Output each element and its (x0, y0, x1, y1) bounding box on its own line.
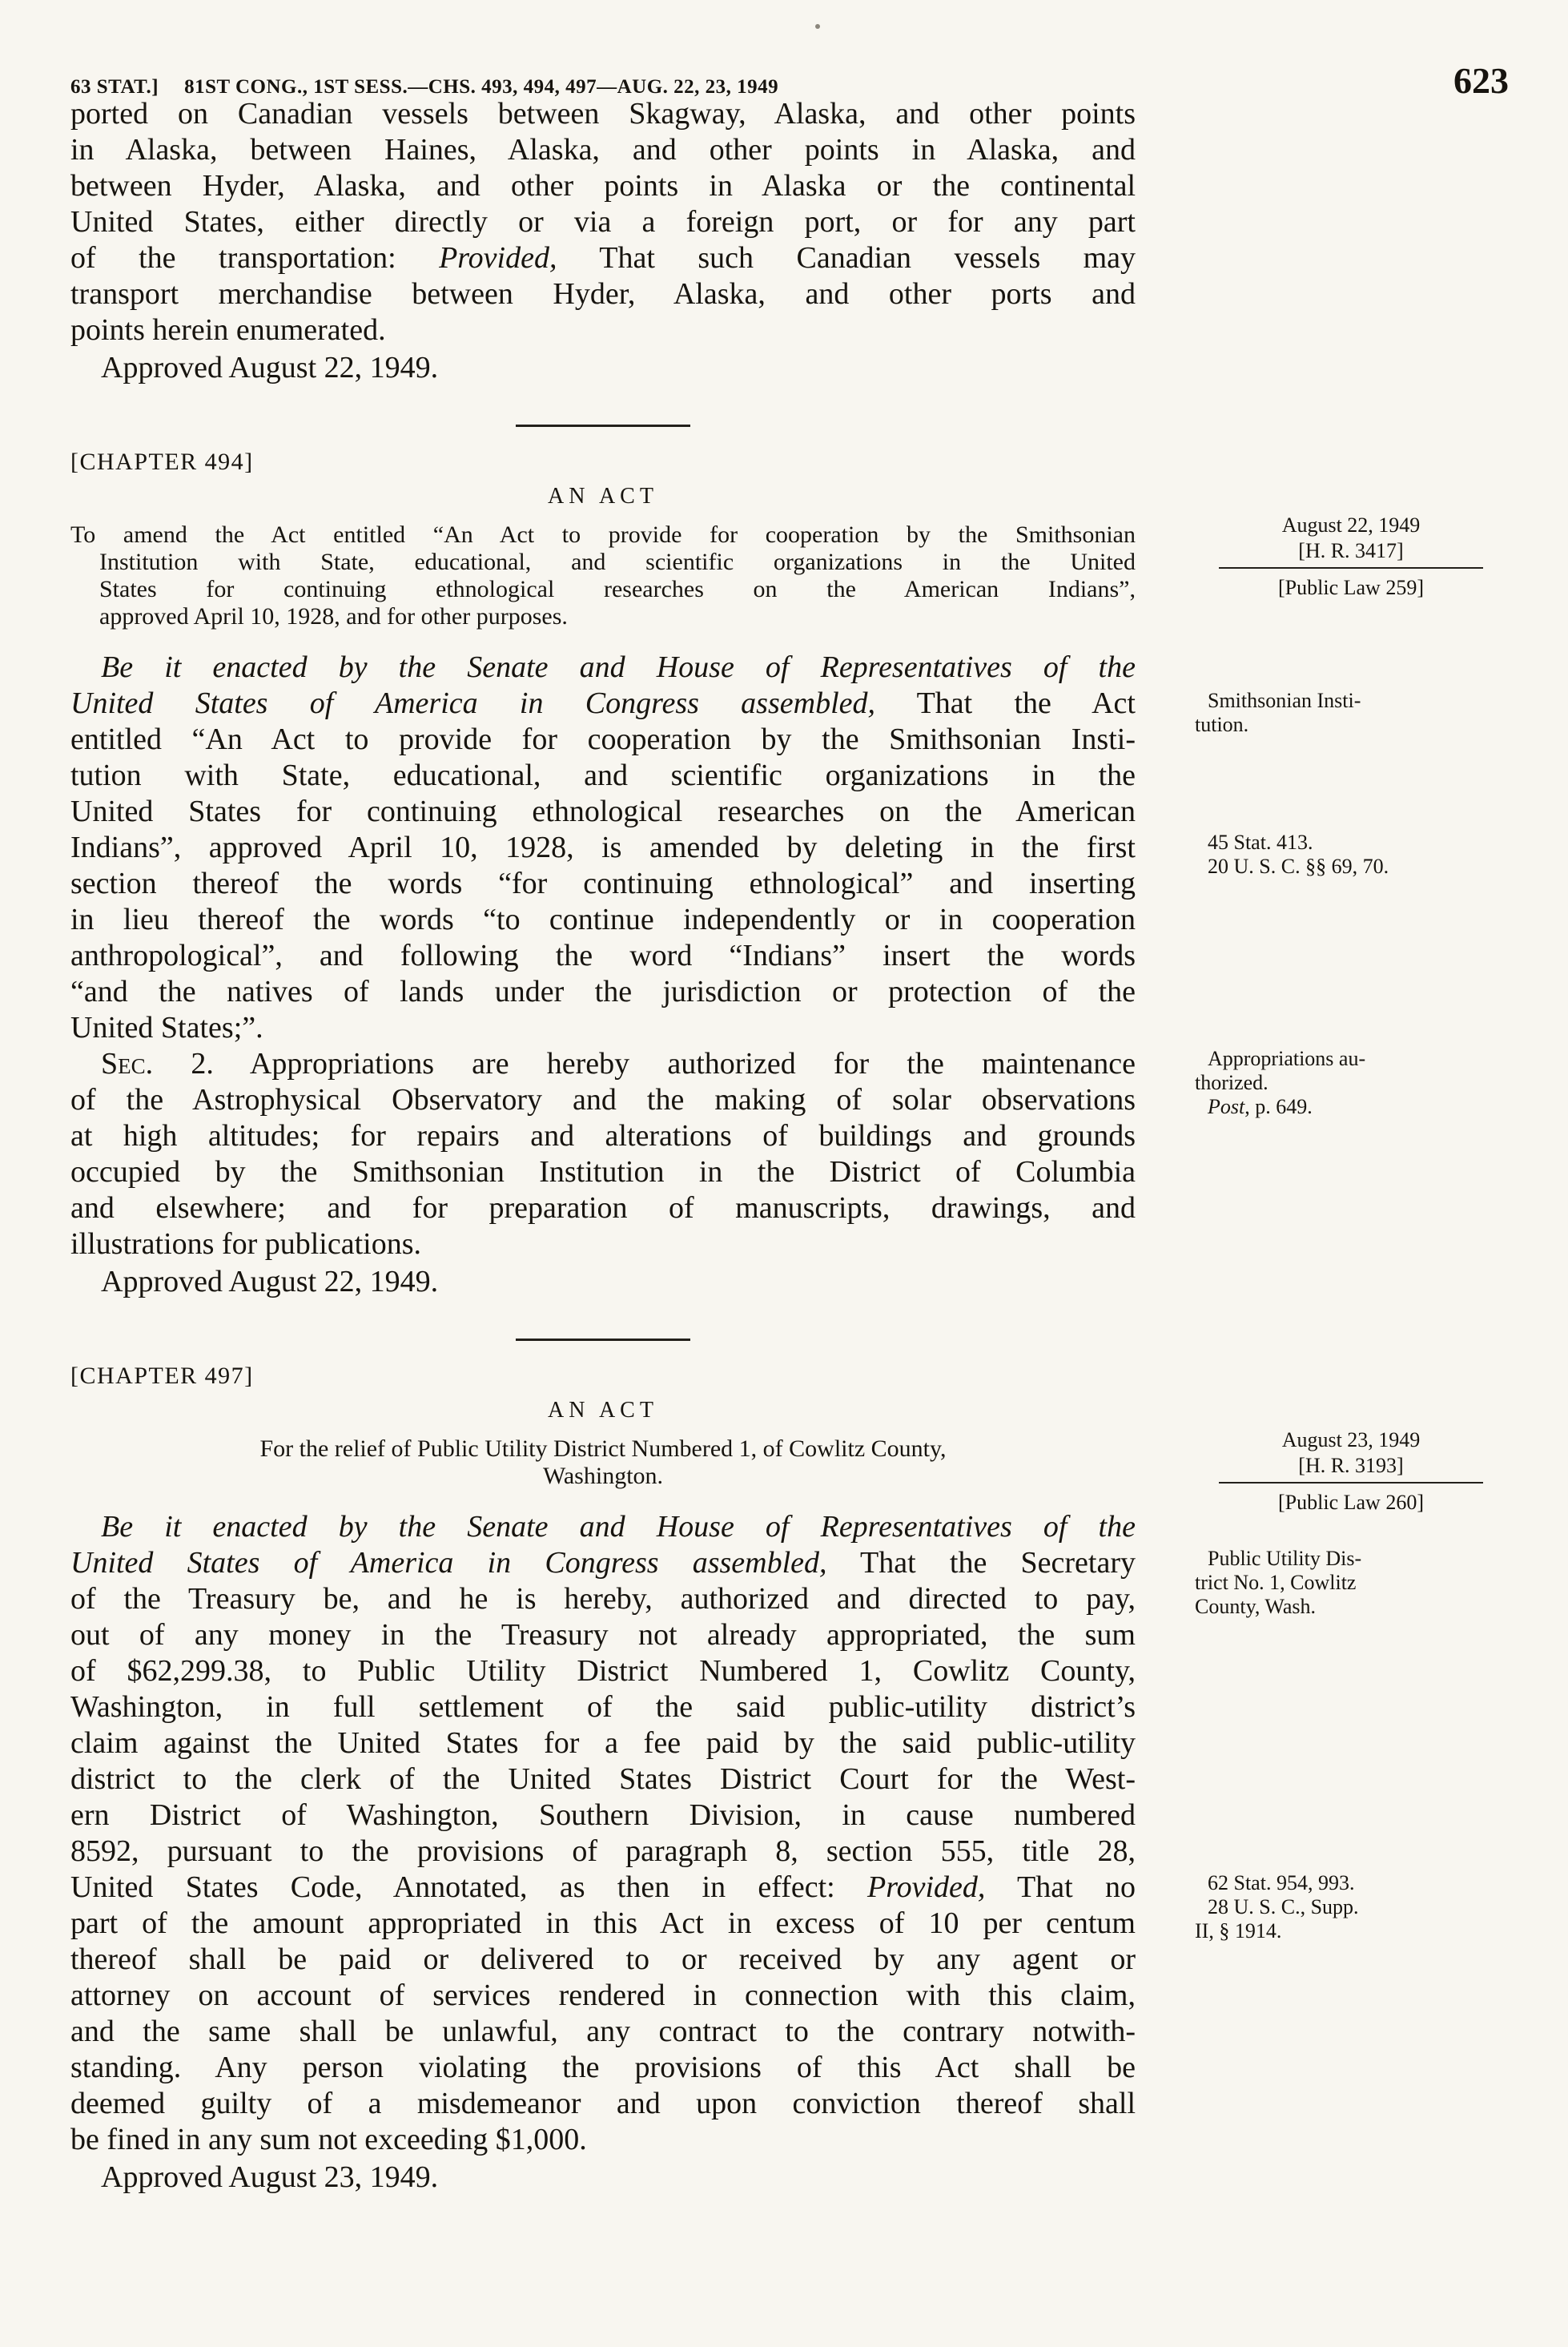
text-line: occupied by the Smithsonian Institution in the District of Columbia (70, 1155, 1136, 1189)
margin-note-usc-cite (1195, 1895, 1515, 1943)
text-line: County, Wash. (1195, 1595, 1317, 1618)
text-line: ern District of Washington, Southern Division, in cause numbered (70, 1798, 1136, 1832)
text-line: of the Treasury be, and he is hereby, authorized and directed to pay, (70, 1582, 1136, 1616)
text-line: United States of America in Congress assembled, That the Secretary (70, 1546, 1136, 1580)
margin-note-stat-cite (1195, 831, 1515, 855)
text-line: tution with State, educational, and scientific organizations in the (70, 759, 1136, 792)
text-line: Sec. 2. Appropriations are hereby authorized for the maintenance (101, 1047, 1136, 1081)
act-title-preamble (70, 1435, 1136, 1490)
text-line: of $62,299.38, to Public Utility District Numbered 1, Cowlitz County, (70, 1654, 1136, 1688)
main-text-column (70, 96, 1136, 2196)
text-line: Washington, in full settlement of the said public-utility district’s (70, 1690, 1136, 1724)
text-line: thereof shall be paid or delivered to or received by any agent or (70, 1942, 1136, 1976)
approval-line: Approved August 23, 1949. (101, 2160, 439, 2194)
text-line: entitled “An Act to provide for cooperation by the Smithsonian Insti- (70, 723, 1136, 756)
act-title-preamble (70, 521, 1136, 630)
margin-note-date-497 (1219, 1427, 1483, 1516)
text-line: United States of America in Congress assembled, That the Act (70, 686, 1136, 720)
margin-public-law: [Public Law 259] (1278, 576, 1424, 599)
text-line: thorized. (1195, 1071, 1268, 1094)
margin-note-district (1195, 1547, 1515, 1619)
act-heading: AN ACT (548, 484, 658, 509)
chapter-493-continuation (70, 96, 1136, 386)
text-line: Smithsonian Insti- (1208, 689, 1361, 712)
scan-speck (815, 24, 820, 29)
text-line: points herein enumerated. (70, 313, 386, 347)
text-line: Washington. (542, 1463, 664, 1489)
margin-public-law: [Public Law 260] (1278, 1491, 1424, 1514)
text-line: Post, p. 649. (1208, 1095, 1313, 1118)
session-chapter-citation: 81ST CONG., 1ST SESS.—CHS. 493, 494, 497—AUG. 22, 23, 1949 (184, 76, 779, 98)
text-line: 62 Stat. 954, 993. (1208, 1871, 1355, 1894)
text-line: of the Astrophysical Observatory and the making of solar observations (70, 1083, 1136, 1117)
text-line: part of the amount appropriated in this Act in excess of 10 per centum (70, 1906, 1136, 1940)
text-line: approved April 10, 1928, and for other purposes. (99, 603, 568, 630)
text-line: transport merchandise between Hyder, Alaska, and other ports and (70, 277, 1136, 311)
text-line: Indians”, approved April 10, 1928, is amended by deleting in the first (70, 831, 1136, 864)
chapter-494 (70, 446, 1136, 1300)
text-line: ported on Canadian vessels between Skagway, Alaska, and other points (70, 97, 1136, 131)
text-line: Appropriations au- (1208, 1047, 1366, 1070)
text-line: “and the natives of lands under the jurisdiction or protection of the (70, 975, 1136, 1008)
text-line: illustrations for publications. (70, 1227, 422, 1261)
body-paragraph (70, 96, 1136, 348)
text-line: II, § 1914. (1195, 1919, 1282, 1942)
text-line: 45 Stat. 413. (1208, 831, 1313, 854)
text-line: attorney on account of services rendered in connection with this claim, (70, 1979, 1136, 2012)
chapter-divider-rule (516, 1339, 690, 1341)
text-line: United States;”. (70, 1011, 263, 1045)
chapter-497 (70, 1360, 1136, 2196)
act-heading: AN ACT (548, 1398, 658, 1423)
text-line: To amend the Act entitled “An Act to provide for cooperation by the Smithsonian (70, 521, 1136, 548)
margin-bill-number: [H. R. 3417] (1219, 538, 1483, 569)
text-line: in Alaska, between Haines, Alaska, and other points in Alaska, and (70, 133, 1136, 167)
margin-note-smithsonian (1195, 689, 1515, 737)
margin-note-citations-494 (1195, 831, 1515, 879)
text-line: in lieu thereof the words “to continue independently or in cooperation (70, 903, 1136, 936)
margin-date: August 23, 1949 (1281, 1428, 1421, 1451)
enacting-clause-paragraph (70, 1509, 1136, 2158)
text-line: United States Code, Annotated, as then in effect: Provided, That no (70, 1870, 1136, 1904)
text-line: of the transportation: Provided, That such Canadian vessels may (70, 241, 1136, 275)
text-line: United States, either directly or via a foreign port, or for any part (70, 205, 1136, 239)
text-line: between Hyder, Alaska, and other points in Alaska or the continental (70, 169, 1136, 203)
volume-citation: 63 STAT.] (70, 76, 159, 98)
text-line: anthropological”, and following the word “Indians” insert the words (70, 939, 1136, 972)
text-line: section thereof the words “for continuing ethnological” and inserting (70, 867, 1136, 900)
margin-note-appropriations-text (1195, 1047, 1515, 1095)
chapter-heading: [CHAPTER 494] (70, 449, 254, 475)
approval-line: Approved August 22, 1949. (101, 1265, 439, 1298)
text-line: and the same shall be unlawful, any contract to the contrary notwith- (70, 2015, 1136, 2048)
margin-bill-number: [H. R. 3193] (1219, 1453, 1483, 1483)
text-line: standing. Any person violating the provisions of this Act shall be (70, 2051, 1136, 2084)
text-line: district to the clerk of the United States District Court for the West- (70, 1762, 1136, 1796)
text-line: 20 U. S. C. §§ 69, 70. (1208, 855, 1389, 878)
text-line: Public Utility Dis- (1208, 1547, 1362, 1570)
text-line: tution. (1195, 713, 1249, 736)
text-line: 28 U. S. C., Supp. (1208, 1895, 1359, 1918)
text-line: deemed guilty of a misdemeanor and upon conviction thereof shall (70, 2087, 1136, 2120)
text-line: For the relief of Public Utility District Numbered 1, of Cowlitz County, (259, 1435, 947, 1462)
chapter-heading: [CHAPTER 497] (70, 1363, 254, 1389)
margin-note-stat-cite (1195, 1871, 1515, 1895)
section-2-paragraph (70, 1046, 1136, 1262)
approval-line: Approved August 22, 1949. (101, 351, 439, 384)
page-number: 623 (1453, 60, 1509, 101)
margin-date: August 22, 1949 (1281, 513, 1421, 537)
margin-note-post-cite (1195, 1095, 1515, 1119)
text-line: at high altitudes; for repairs and alterations of buildings and grounds (70, 1119, 1136, 1153)
text-line: Institution with State, educational, and scientific organizations in the United (99, 549, 1136, 575)
text-line: Be it enacted by the Senate and House of Representatives of the (101, 650, 1136, 684)
text-line: and elsewhere; and for preparation of manuscripts, drawings, and (70, 1191, 1136, 1225)
text-line: States for continuing ethnological researches on the American Indians”, (99, 576, 1136, 602)
text-line: claim against the United States for a fee paid by the said public-utility (70, 1726, 1136, 1760)
text-line: United States for continuing ethnological researches on the American (70, 795, 1136, 828)
margin-note-date-494 (1219, 513, 1483, 601)
text-line: out of any money in the Treasury not already appropriated, the sum (70, 1618, 1136, 1652)
enacting-clause-paragraph (70, 650, 1136, 1046)
text-line: be fined in any sum not exceeding $1,000. (70, 2123, 587, 2156)
text-line: Be it enacted by the Senate and House of Representatives of the (101, 1510, 1136, 1544)
margin-note-citations-497 (1195, 1871, 1515, 1943)
chapter-divider-rule (516, 425, 690, 427)
text-line: 8592, pursuant to the provisions of paragraph 8, section 555, title 28, (70, 1834, 1136, 1868)
text-line: trict No. 1, Cowlitz (1195, 1571, 1357, 1594)
margin-note-appropriations (1195, 1047, 1515, 1119)
margin-note-usc-cite (1195, 855, 1515, 879)
